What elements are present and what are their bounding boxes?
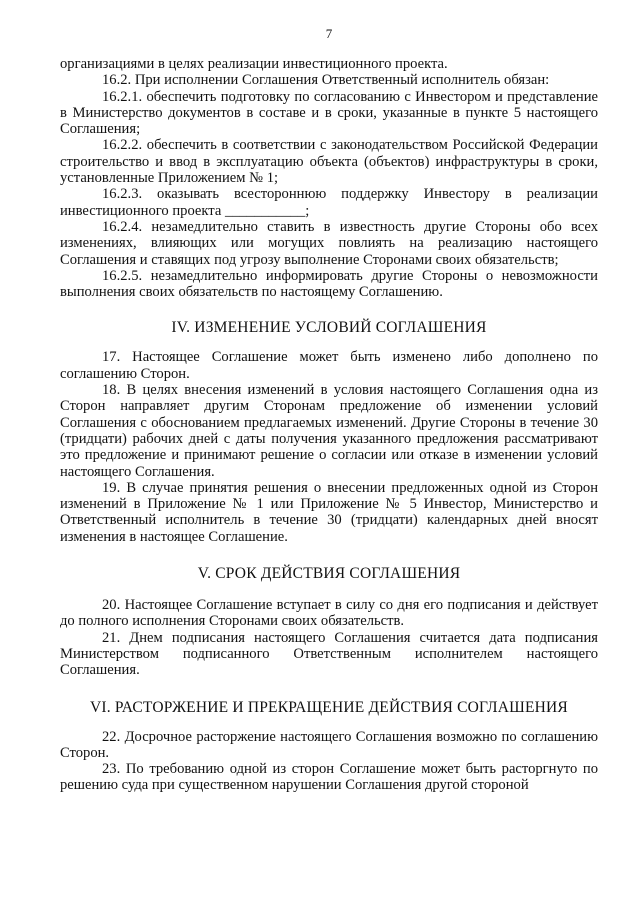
section-v-body <box>60 597 598 678</box>
section-heading-iv: IV. ИЗМЕНЕНИЕ УСЛОВИЙ СОГЛАШЕНИЯ <box>171 319 487 337</box>
paragraph-23: 23. По требованию одной из сторон Соглашение может быть расторгнуто по решению суда при существенном нарушении Соглашения другой стороной <box>60 761 598 794</box>
paragraph-16-2: 16.2. При исполнении Соглашения Ответственный исполнитель обязан: <box>102 72 550 89</box>
paragraph-21: 21. Днем подписания настоящего Соглашения считается дата подписания Министерством подписанного Ответственным исполнителем настоящего Соглашения. <box>60 629 598 679</box>
paragraph-16-2-2: 16.2.2. обеспечить в соответствии с законодательством Российской Федерации строительство и ввод в эксплуатацию объекта (объектов) инфраструктуры в сроки, установленные Приложением № 1; <box>60 137 598 187</box>
section-16-continuation <box>60 56 598 300</box>
paragraph-continuation: организациями в целях реализации инвестиционного проекта. <box>60 56 448 72</box>
page-number: 7 <box>325 26 333 41</box>
paragraph-16-2-3: 16.2.3. оказывать всестороннюю поддержку Инвестору в реализации инвестиционного проекта ___________; <box>60 186 598 219</box>
paragraph-16-2-1: 16.2.1. обеспечить подготовку по согласованию с Инвестором и представление в Министерство документов в составе и в сроки, указанные в пункте 5 настоящего Соглашения; <box>60 88 598 138</box>
paragraph-16-2-4: 16.2.4. незамедлительно ставить в известность другие Стороны обо всех изменениях, влияющих или могущих повлиять на реализацию настоящего Соглашения и ставящих под угрозу выполнение Сторонами своих обязательств; <box>60 218 598 268</box>
paragraph-17: 17. Настоящее Соглашение может быть изменено либо дополнено по соглашению Сторон. <box>60 349 598 382</box>
paragraph-19: 19. В случае принятия решения о внесении предложенных одной из Сторон изменений в Приложение № 1 или Приложение № 5 Инвестор, Министерство и Ответственный исполнитель в течение 30 (тридцати) календарных дней вносят изменения в настоящее Соглашение. <box>60 479 598 545</box>
paragraph-18: 18. В целях внесения изменений в условия настоящего Соглашения одна из Сторон направляет другим Сторонам предложение об изменении условий Соглашения с обоснованием предлагаемых изменений. Другие Стороны в течение 30 (тридцати) рабочих дней с даты получения указанного предложения рассматривают это предложение и принимают решение о согласии или отказе в изменении условий настоящего Соглашения. <box>60 382 598 480</box>
section-iv-body <box>60 349 598 545</box>
section-vi-body <box>60 729 598 794</box>
section-heading-v: V. СРОК ДЕЙСТВИЯ СОГЛАШЕНИЯ <box>197 565 461 583</box>
paragraph-22: 22. Досрочное расторжение настоящего Соглашения возможно по соглашению Сторон. <box>60 728 598 761</box>
paragraph-16-2-5: 16.2.5. незамедлительно информировать другие Стороны о невозможности выполнения своих обязательств по настоящему Соглашению. <box>60 267 598 301</box>
section-heading-vi: VI. РАСТОРЖЕНИЕ И ПРЕКРАЩЕНИЕ ДЕЙСТВИЯ СОГЛАШЕНИЯ <box>90 698 568 716</box>
paragraph-20: 20. Настоящее Соглашение вступает в силу со дня его подписания и действует до полного исполнения Сторонами своих обязательств. <box>60 597 598 630</box>
